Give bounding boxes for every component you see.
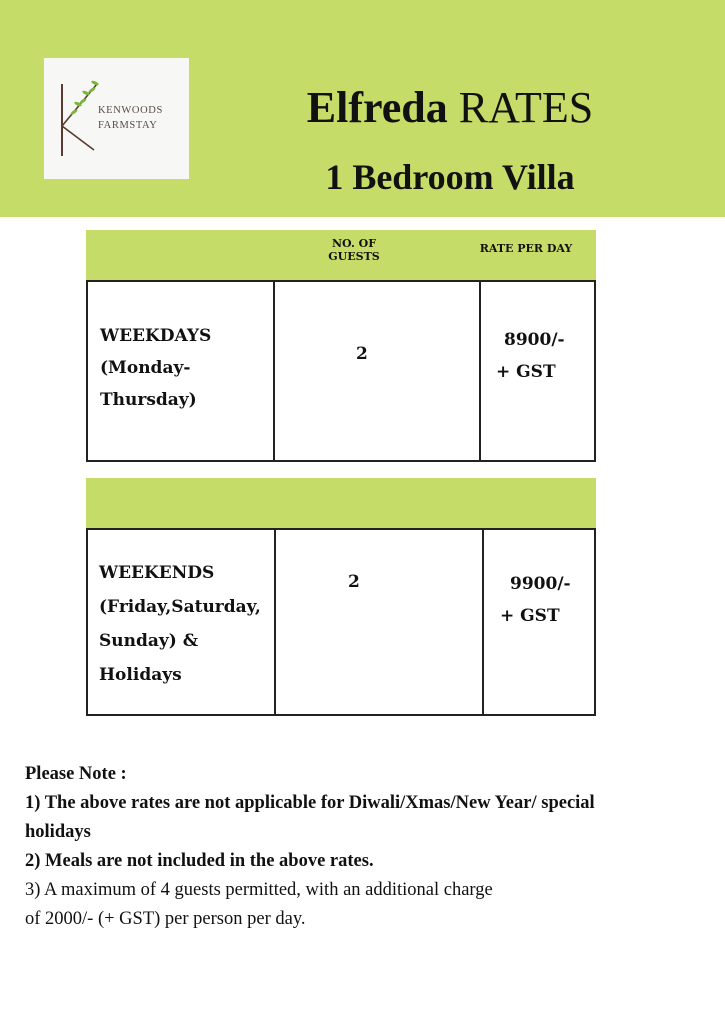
period-line: (Friday,Saturday, — [99, 597, 261, 617]
notes-section — [25, 760, 685, 934]
header-guests: NO. OF GUESTS — [328, 237, 380, 263]
rate-line: 8900/- — [504, 330, 565, 350]
period-line: Holidays — [99, 665, 182, 685]
rate-cell — [500, 568, 571, 632]
header-rate: RATE PER DAY — [479, 242, 573, 255]
logo-line-2: FARMSTAY — [98, 120, 158, 131]
period-cell — [99, 556, 261, 692]
rate-cell — [496, 324, 565, 388]
period-line: WEEKENDS — [99, 563, 215, 583]
table-header-row — [86, 478, 596, 528]
page-subtitle: 1 Bedroom Villa — [325, 157, 575, 197]
column-divider — [273, 282, 275, 460]
note-line: holidays — [25, 822, 91, 842]
guests-cell: 2 — [348, 572, 360, 592]
guests-cell: 2 — [356, 344, 368, 364]
period-line: WEEKDAYS — [100, 326, 212, 346]
period-line: Sunday) & — [99, 631, 199, 651]
table-header-row — [86, 230, 596, 280]
logo — [44, 58, 189, 179]
rate-line: + GST — [500, 606, 560, 626]
rate-line: 9900/- — [510, 574, 571, 594]
table-row — [86, 280, 596, 462]
column-divider — [482, 530, 484, 714]
leaf-k-logo-icon — [52, 80, 102, 160]
title-name: Elfreda — [306, 83, 448, 132]
column-divider — [274, 530, 276, 714]
note-line: of 2000/- (+ GST) per person per day. — [25, 909, 306, 929]
logo-line-1: KENWOODS — [98, 105, 163, 116]
period-cell — [100, 320, 211, 416]
period-line: (Monday- — [100, 358, 191, 378]
note-line: 1) The above rates are not applicable for Diwali/Xmas/New Year/ special — [25, 793, 595, 813]
header-banner — [0, 0, 725, 217]
title-rates: RATES — [447, 83, 594, 132]
column-divider — [479, 282, 481, 460]
note-line: 2) Meals are not included in the above rates. — [25, 851, 374, 871]
note-line: 3) A maximum of 4 guests permitted, with an additional charge — [25, 880, 493, 900]
rate-line: + GST — [496, 362, 556, 382]
table-row — [86, 528, 596, 716]
notes-heading: Please Note : — [25, 764, 127, 784]
period-line: Thursday) — [100, 390, 197, 410]
logo-text — [98, 103, 188, 133]
page-title — [250, 82, 650, 133]
